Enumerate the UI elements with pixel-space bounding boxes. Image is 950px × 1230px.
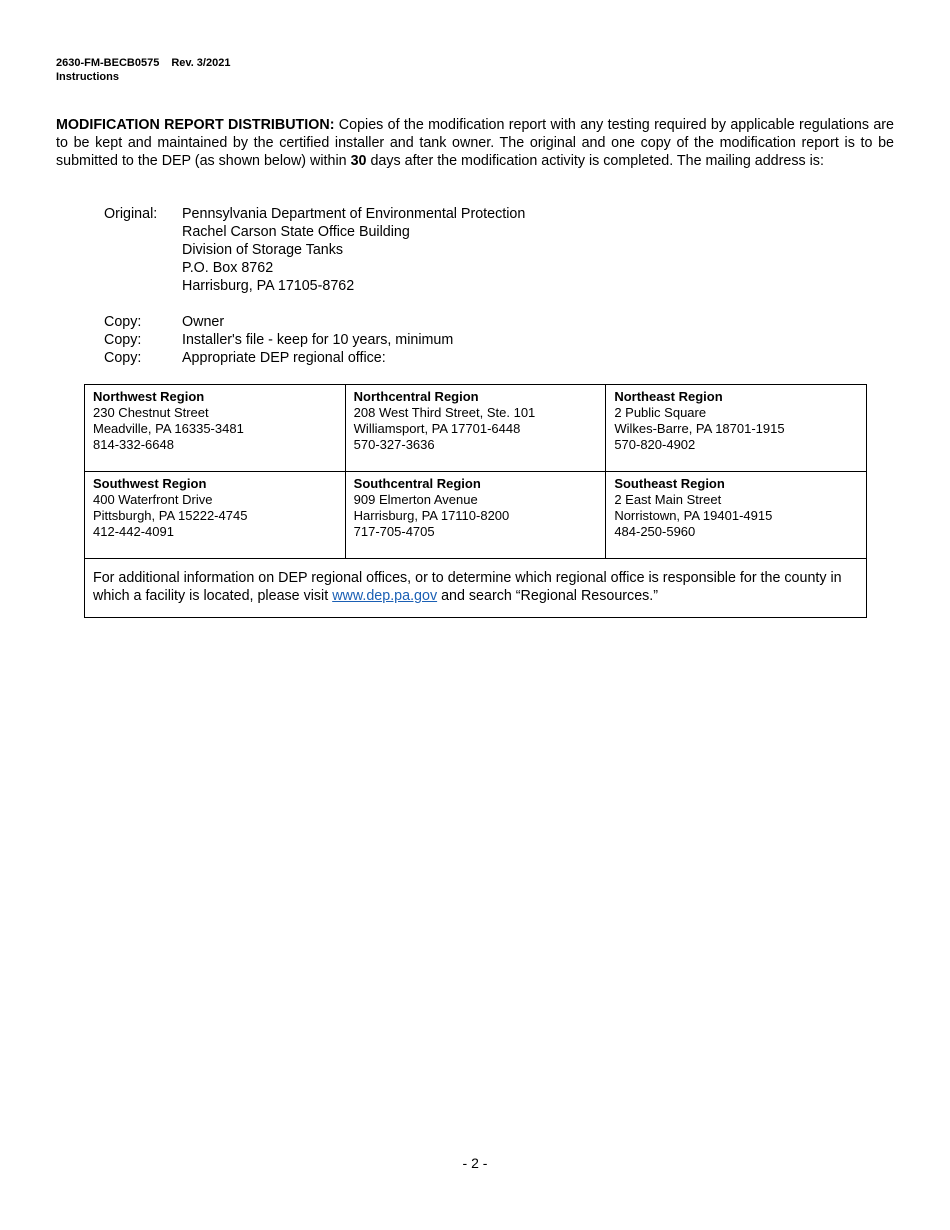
regional-offices-table — [84, 384, 867, 618]
original-address-block — [104, 205, 525, 295]
region-name: Southcentral Region — [353, 476, 481, 491]
region-phone: 570-327-3636 — [353, 437, 435, 452]
address-line: Rachel Carson State Office Building — [182, 224, 410, 240]
region-phone: 412-442-4091 — [93, 524, 174, 539]
form-number: 2630-FM-BECB0575 — [56, 57, 160, 69]
region-city: Harrisburg, PA 17110-8200 — [353, 508, 510, 523]
region-city: Pittsburgh, PA 15222-4745 — [93, 508, 248, 523]
dep-website-link[interactable]: www.dep.pa.gov — [332, 588, 438, 604]
region-name: Northwest Region — [93, 389, 205, 404]
page-number: - 2 - — [462, 1155, 488, 1171]
region-street: 2 East Main Street — [614, 492, 722, 507]
address-line: Division of Storage Tanks — [182, 242, 344, 258]
region-phone: 814-332-6648 — [93, 437, 174, 452]
intro-text-2: days after the modification activity is completed. The mailing address is: — [366, 152, 824, 169]
info-text-after: and search “Regional Resources.” — [437, 588, 659, 604]
address-line: Harrisburg, PA 17105-8762 — [182, 278, 355, 294]
region-cell-southeast — [606, 472, 867, 559]
intro-text-1: Copies of the modification report with any testing required by applicable regulations are to be kept and maintained by the certified installer and tank owner. The original and one copy of the modification report is to be submitted to the DEP (as shown below) within — [56, 117, 895, 169]
document-header — [56, 56, 230, 84]
address-line: Pennsylvania Department of Environmental Protection — [182, 206, 526, 222]
copies-list — [104, 313, 453, 367]
copy-item — [104, 313, 453, 331]
region-name: Northeast Region — [614, 389, 723, 404]
region-name: Southeast Region — [614, 476, 725, 491]
additional-info-cell — [85, 559, 867, 618]
info-text-before: For additional information on DEP regional offices, or to determine which regional office is responsible for the county in which a facility is located, please visit — [93, 570, 842, 604]
copy-text: Owner — [182, 314, 225, 330]
region-street: 208 West Third Street, Ste. 101 — [353, 405, 536, 420]
address-line: P.O. Box 8762 — [182, 260, 274, 276]
copy-label: Copy: — [104, 350, 142, 366]
copy-item — [104, 331, 453, 349]
region-name: Northcentral Region — [353, 389, 479, 404]
region-phone: 484-250-5960 — [614, 524, 696, 539]
region-cell-northwest — [85, 385, 346, 472]
section-label: Instructions — [56, 71, 119, 83]
region-cell-northeast — [606, 385, 867, 472]
original-label: Original: — [104, 206, 158, 222]
region-city: Meadville, PA 16335-3481 — [93, 421, 244, 436]
copy-text: Appropriate DEP regional office: — [182, 350, 386, 366]
copy-label: Copy: — [104, 332, 142, 348]
region-cell-southwest — [85, 472, 346, 559]
copy-item — [104, 349, 453, 367]
region-street: 400 Waterfront Drive — [93, 492, 213, 507]
distribution-paragraph — [56, 117, 894, 170]
revision: Rev. 3/2021 — [171, 57, 231, 69]
region-name: Southwest Region — [93, 476, 207, 491]
region-city: Williamsport, PA 17701-6448 — [353, 421, 521, 436]
copy-text: Installer's file - keep for 10 years, minimum — [182, 332, 454, 348]
region-city: Norristown, PA 19401-4915 — [614, 508, 773, 523]
region-street: 2 Public Square — [614, 405, 707, 420]
region-street: 230 Chestnut Street — [93, 405, 209, 420]
region-phone: 717-705-4705 — [353, 524, 435, 539]
region-city: Wilkes-Barre, PA 18701-1915 — [614, 421, 785, 436]
region-phone: 570-820-4902 — [614, 437, 696, 452]
region-cell-southcentral — [345, 472, 606, 559]
days-count: 30 — [350, 152, 367, 169]
distribution-heading: MODIFICATION REPORT DISTRIBUTION: — [56, 117, 335, 133]
region-cell-northcentral — [345, 385, 606, 472]
copy-label: Copy: — [104, 314, 142, 330]
region-street: 909 Elmerton Avenue — [353, 492, 478, 507]
